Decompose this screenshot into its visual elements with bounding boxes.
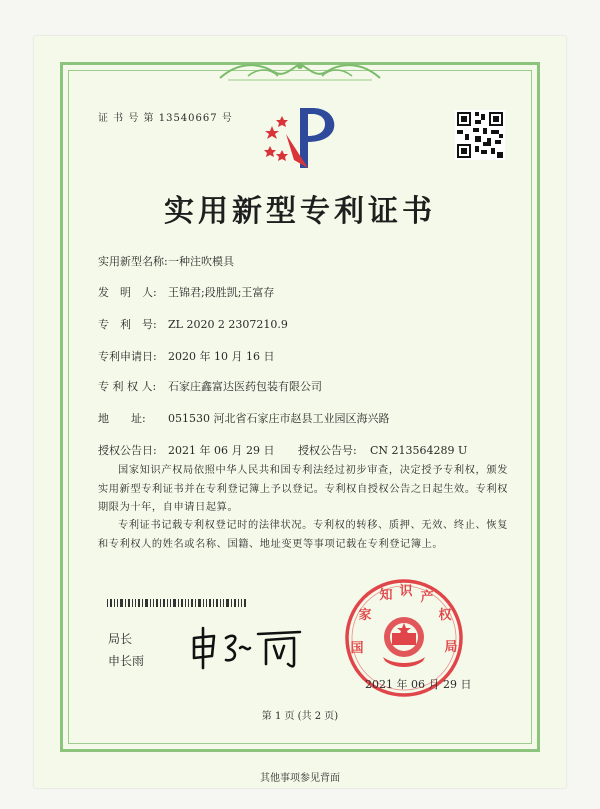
- field-value: 石家庄鑫富达医药包装有限公司: [168, 380, 322, 393]
- field-label: 发 明 人:: [98, 286, 157, 299]
- decorative-ornament: [218, 58, 382, 84]
- field-label: 地 址:: [98, 412, 146, 425]
- seal-char: 家: [358, 608, 372, 623]
- seal-char: 产: [420, 590, 434, 605]
- director-title: 局长: [108, 632, 133, 646]
- certificate-number: 证 书 号 第 13540667 号: [98, 113, 233, 124]
- grant-number-value: CN 213564289 U: [370, 444, 468, 457]
- paragraph-legal-status: 专利证书记载专利权登记时的法律状况。专利权的转移、质押、无效、终止、恢复和专利权人的姓名或名称、国籍、地址变更等事项记载在专利登记簿上。: [98, 520, 508, 550]
- seal-char: 识: [399, 584, 413, 599]
- field-patent-number: [98, 316, 288, 332]
- field-value: 2020 年 10 月 16 日: [168, 350, 275, 363]
- field-label: 实用新型名称:: [98, 255, 168, 268]
- grant-announcement: [98, 442, 467, 458]
- paragraph-grant-statement: 国家知识产权局依照中华人民共和国专利法经过初步审查，决定授予专利权，颁发实用新型专利证书并在专利登记簿上予以登记。专利权自授权公告之日起生效。专利权期限为十年，自申请日起算。: [98, 465, 508, 513]
- field-value: ZL 2020 2 2307210.9: [168, 318, 288, 331]
- field-patentee: [98, 378, 322, 394]
- seal-char: 知: [379, 588, 393, 603]
- field-label: 专 利 号:: [98, 318, 157, 331]
- field-value: 051530 河北省石家庄市赵县工业园区海兴路: [168, 412, 390, 425]
- seal-char: 权: [438, 608, 452, 623]
- seal-date: 2021 年 06 月 29 日: [365, 678, 472, 691]
- barcode: [107, 599, 247, 607]
- seal-char: 局: [444, 640, 458, 655]
- seal-char: 国: [350, 641, 364, 656]
- field-label: 专 利 权 人:: [98, 380, 157, 393]
- director-name: 申长雨: [108, 654, 145, 668]
- field-application-date: [98, 348, 274, 364]
- field-value: 王锦君;段胜凯;王富存: [168, 286, 275, 299]
- field-label: 专利申请日:: [98, 350, 157, 363]
- patent-office-logo: [262, 104, 340, 172]
- field-utility-model-name: [98, 253, 234, 269]
- page-title: 实用新型专利证书: [164, 194, 436, 229]
- director-signature: [188, 624, 308, 672]
- grant-date-value: 2021 年 06 月 29 日: [168, 444, 275, 457]
- grant-number-label: 授权公告号:: [298, 444, 357, 457]
- footer-note: 其他事项参见背面: [260, 773, 340, 784]
- field-address: [98, 410, 390, 426]
- grant-date-label: 授权公告日:: [98, 444, 157, 457]
- page-number: 第 1 页 (共 2 页): [261, 711, 339, 722]
- field-value: 一种注吹模具: [168, 255, 234, 268]
- qr-code: [455, 110, 505, 160]
- field-inventor: [98, 284, 274, 300]
